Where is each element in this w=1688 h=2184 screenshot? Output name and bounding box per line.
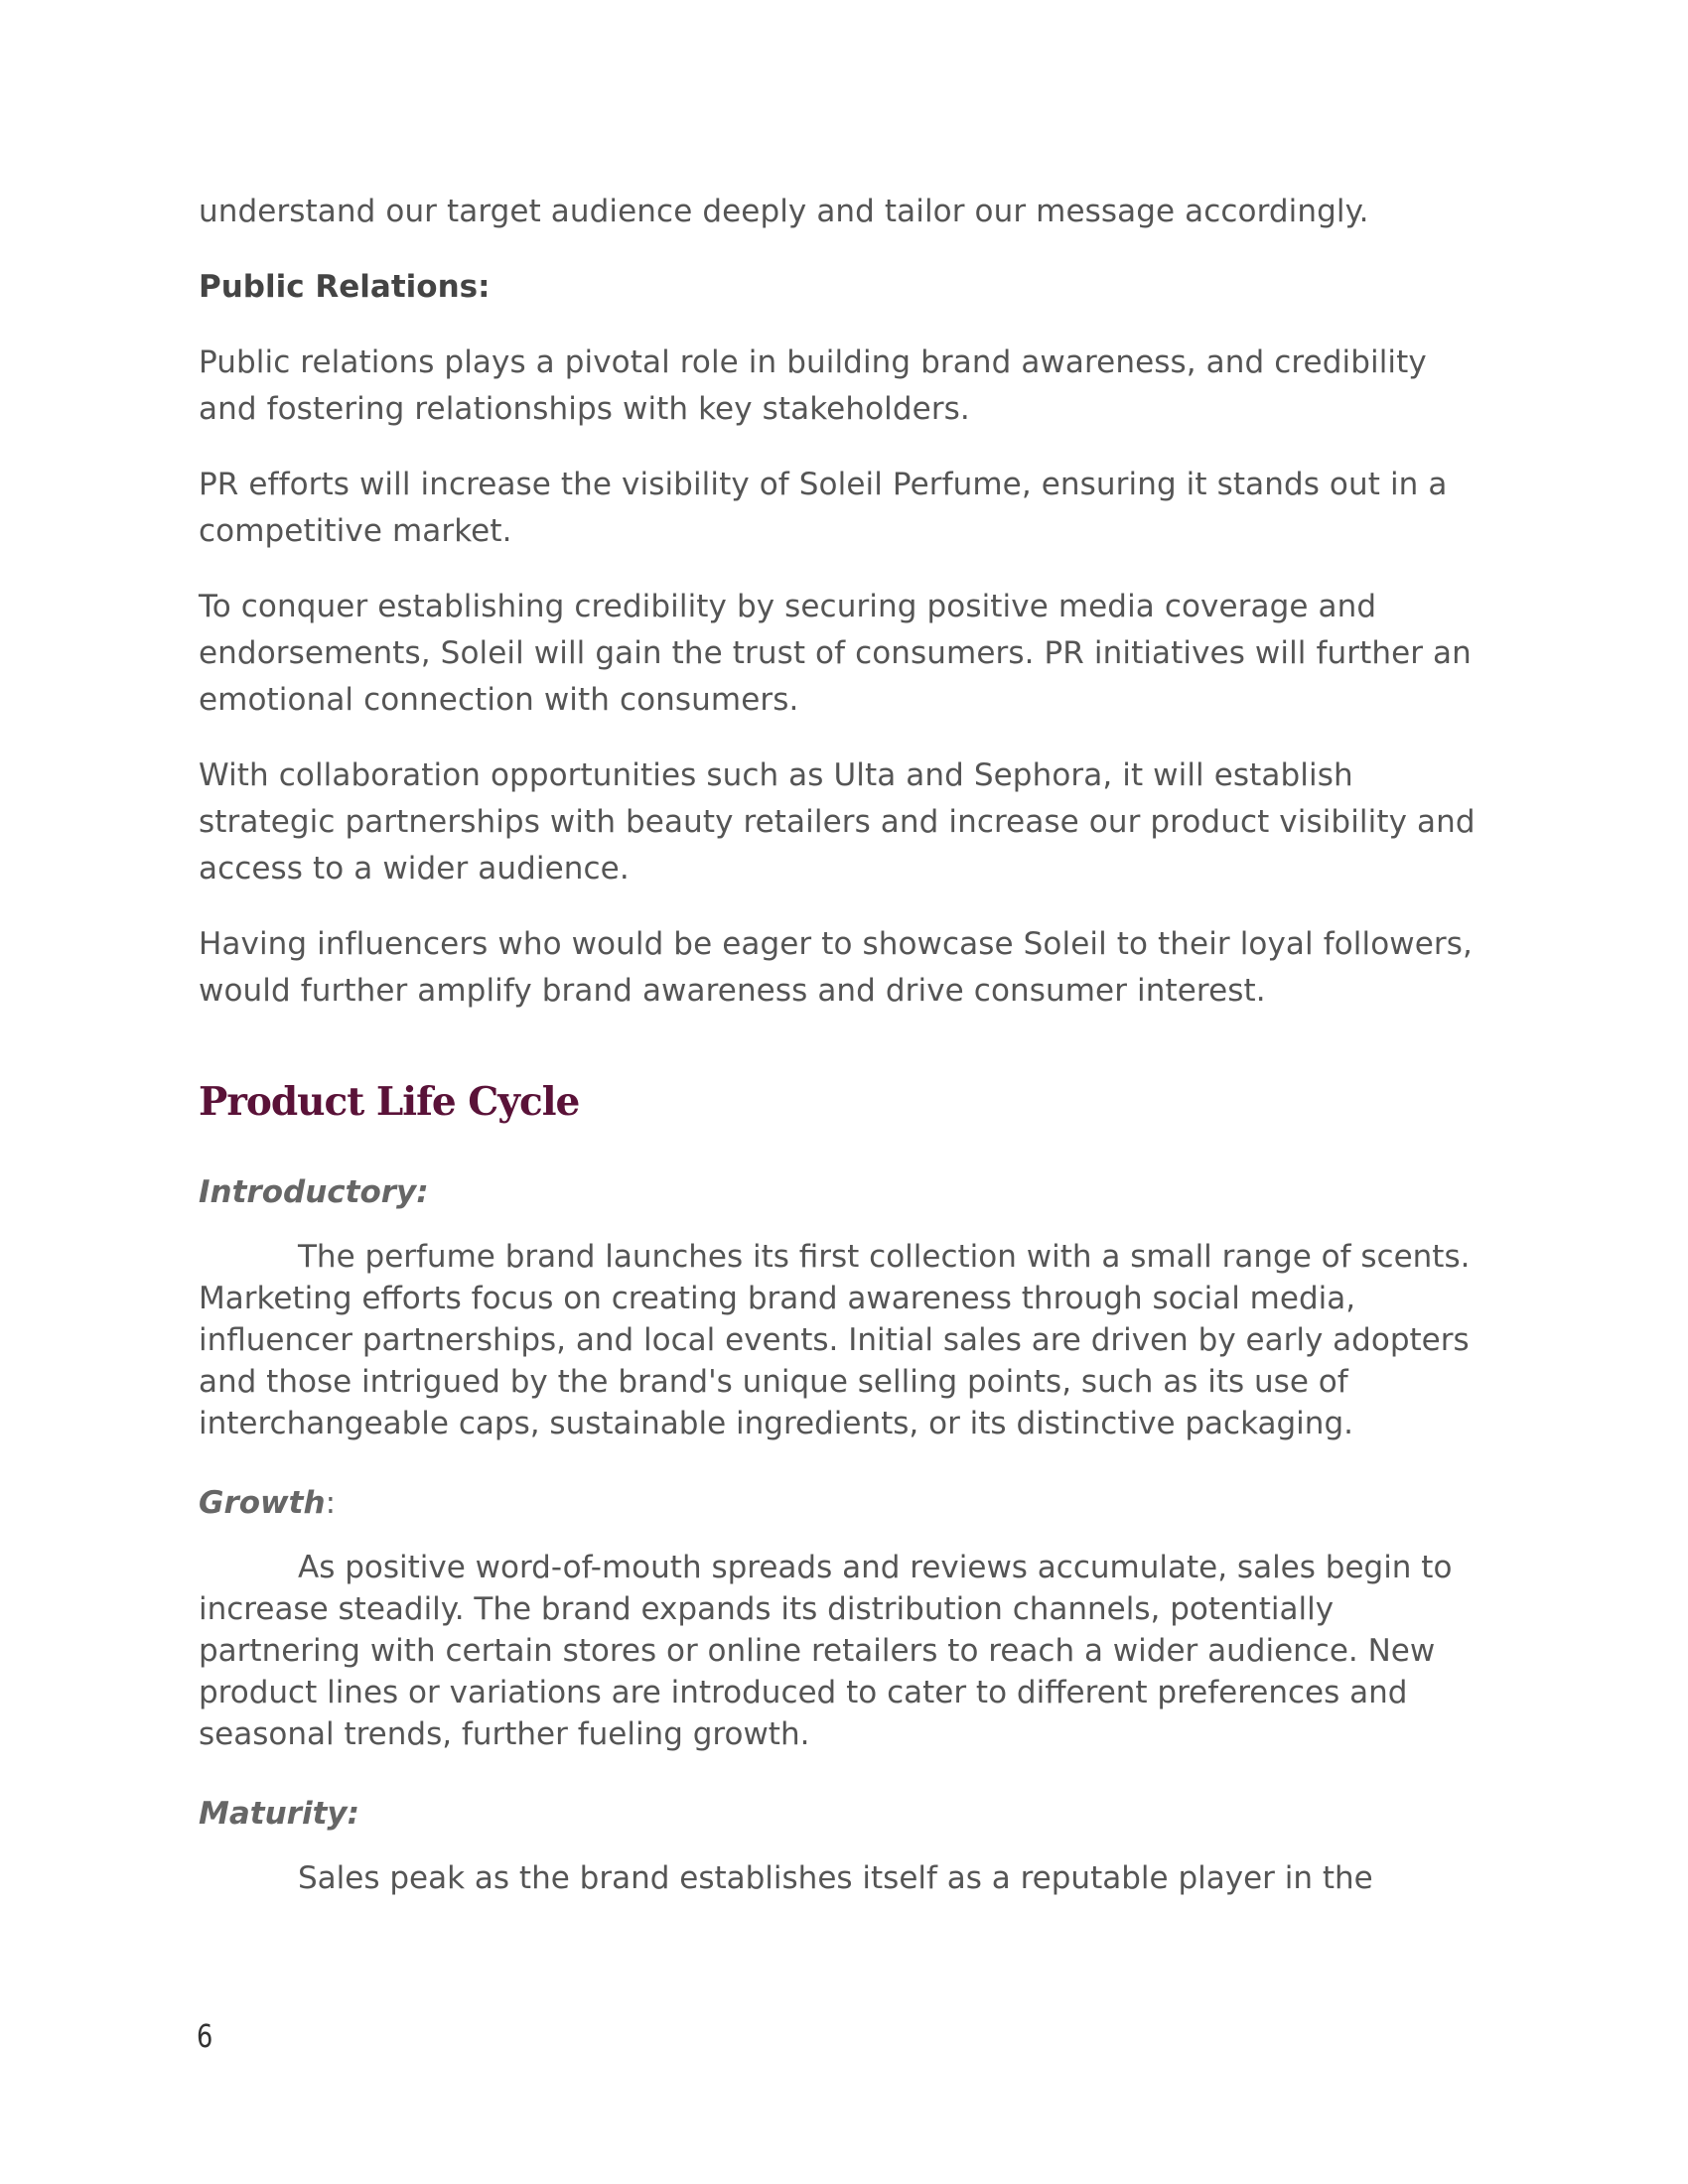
pr-paragraph-5: Having influencers who would be eager to showcase Soleil to their loyal followers, would further amplify brand awareness and drive consumer interest.: [199, 926, 1473, 1009]
pr-continuation-paragraph: understand our target audience deeply and tailor our message accordingly.: [199, 194, 1369, 229]
pr-paragraph-2: PR efforts will increase the visibility of Soleil Perfume, ensuring it stands out in a competitive market.: [199, 467, 1448, 549]
growth-label-colon: :: [325, 1485, 337, 1521]
product-life-cycle-title: Product Life Cycle: [199, 1079, 580, 1125]
pr-paragraph-4: With collaboration opportunities such as Ulta and Sephora, it will establish strategic partnerships with beauty retailers and increase our product visibility and access to a wider audience.: [199, 757, 1476, 887]
introductory-label: Introductory:: [199, 1174, 429, 1210]
page-number: 6: [197, 2017, 213, 2055]
document-page: [199, 189, 1489, 1935]
introductory-text: The perfume brand launches its first collection with a small range of scents. Marketing efforts focus on creating brand awareness through social media, influencer partnerships, and local events. Initial sales are driven by early adopters and those intrigued by the brand's unique selling points, such as its use of interchangeable caps, sustainable ingredients, or its distinctive packaging.: [199, 1239, 1471, 1441]
growth-text: As positive word-of-mouth spreads and reviews accumulate, sales begin to increase steadily. The brand expands its distribution channels, potentially partnering with certain stores or online retailers to reach a wider audience. New product lines or variations are introduced to cater to different preferences and seasonal trends, further fueling growth.: [199, 1550, 1453, 1752]
growth-label-text: Growth: [199, 1485, 326, 1521]
growth-label: [199, 1480, 1489, 1527]
pr-paragraph-3: To conquer establishing credibility by securing positive media coverage and endorsements, Soleil will gain the trust of consumers. PR initiatives will further an emotional connection with consumers.: [199, 589, 1472, 718]
public-relations-heading: Public Relations:: [199, 269, 491, 305]
maturity-text: Sales peak as the brand establishes itself as a reputable player in the: [298, 1860, 1373, 1896]
maturity-label: Maturity:: [199, 1796, 359, 1832]
pr-paragraph-1: Public relations plays a pivotal role in building brand awareness, and credibility and fostering relationships with key stakeholders.: [199, 344, 1427, 427]
